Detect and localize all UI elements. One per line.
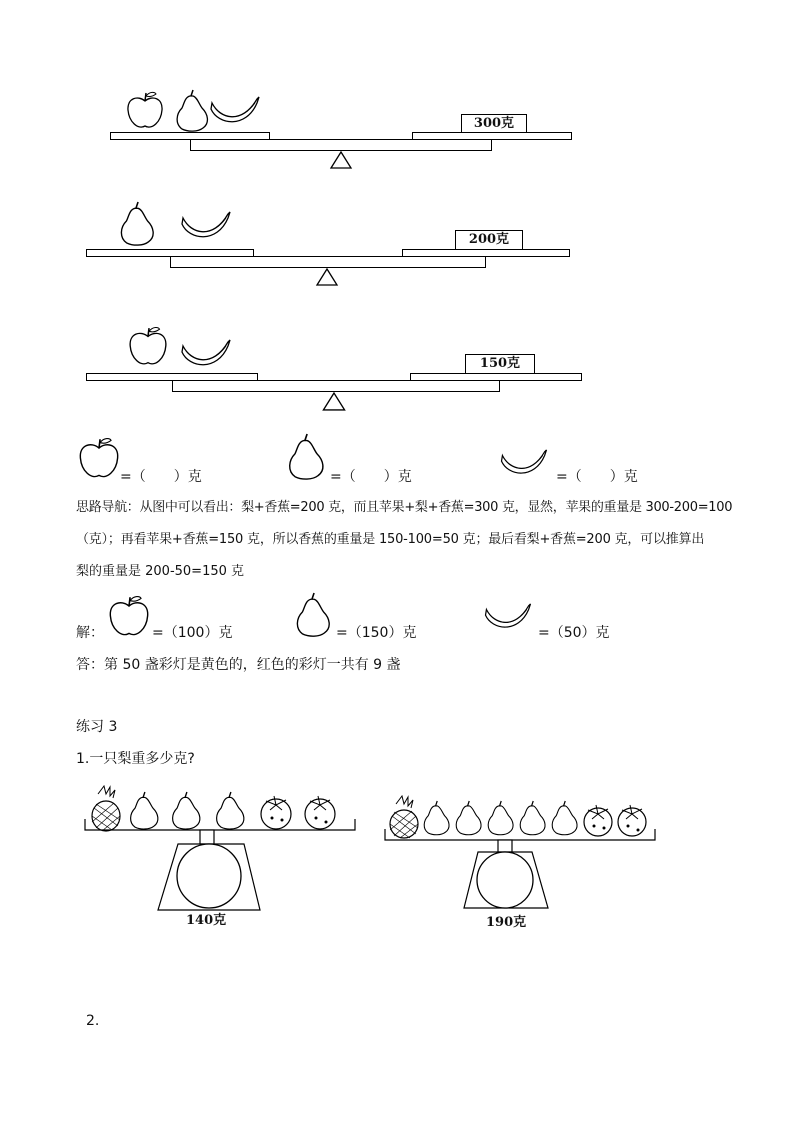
apple-icon bbox=[124, 90, 166, 132]
platform-scale-body bbox=[384, 828, 656, 912]
beam bbox=[190, 139, 492, 151]
banana-icon bbox=[482, 602, 534, 632]
hint-line-3: 梨的重量是 200-50=150 克 bbox=[76, 564, 245, 579]
fulcrum-icon bbox=[330, 151, 352, 169]
pear-icon bbox=[284, 434, 328, 480]
pear-icon bbox=[116, 202, 158, 246]
answer-text: 答：第 50 盏彩灯是黄色的，红色的彩灯一共有 9 盏 bbox=[76, 657, 401, 673]
weight-label: 300克 bbox=[461, 114, 527, 134]
question-2: 2. bbox=[86, 1013, 100, 1029]
solution-banana: =（50）克 bbox=[538, 625, 610, 641]
scale-b-weight: 190克 bbox=[486, 915, 527, 930]
platform-scale-body bbox=[84, 818, 356, 912]
scale-a-weight: 140克 bbox=[186, 913, 227, 928]
question-1: 1.一只梨重多少克? bbox=[76, 751, 195, 767]
apple-icon bbox=[126, 325, 170, 369]
pear-equation: =（ ）克 bbox=[330, 469, 412, 485]
banana-icon bbox=[180, 338, 232, 370]
pear-icon bbox=[292, 592, 334, 638]
hint-line-2: （克）；再看苹果+香蕉=150 克，所以香蕉的重量是 150-100=50 克；最后看梨+香蕉=200 克，可以推算出 bbox=[76, 532, 705, 547]
banana-icon bbox=[180, 210, 232, 242]
apple-icon bbox=[76, 436, 122, 482]
apple-icon bbox=[106, 594, 152, 640]
fulcrum-icon bbox=[322, 392, 346, 411]
beam bbox=[172, 380, 500, 392]
solution-apple: =（100）克 bbox=[152, 625, 233, 641]
weight-label: 200克 bbox=[455, 230, 523, 250]
weight-label: 150克 bbox=[465, 354, 535, 374]
banana-icon bbox=[498, 448, 550, 478]
pear-icon bbox=[172, 90, 212, 132]
beam bbox=[170, 256, 486, 268]
hint-line-1: 思路导航：从图中可以看出：梨+香蕉=200 克，而且苹果+梨+香蕉=300 克，显然，苹果的重量是 300-200=100 bbox=[76, 500, 733, 515]
solution-pear: =（150）克 bbox=[336, 625, 417, 641]
solution-label: 解： bbox=[76, 625, 104, 641]
fulcrum-icon bbox=[316, 268, 338, 286]
apple-equation: =（ ）克 bbox=[120, 469, 202, 485]
banana-icon bbox=[210, 95, 260, 127]
exercise-title: 练习 3 bbox=[76, 719, 118, 735]
banana-equation: =（ ）克 bbox=[556, 469, 638, 485]
